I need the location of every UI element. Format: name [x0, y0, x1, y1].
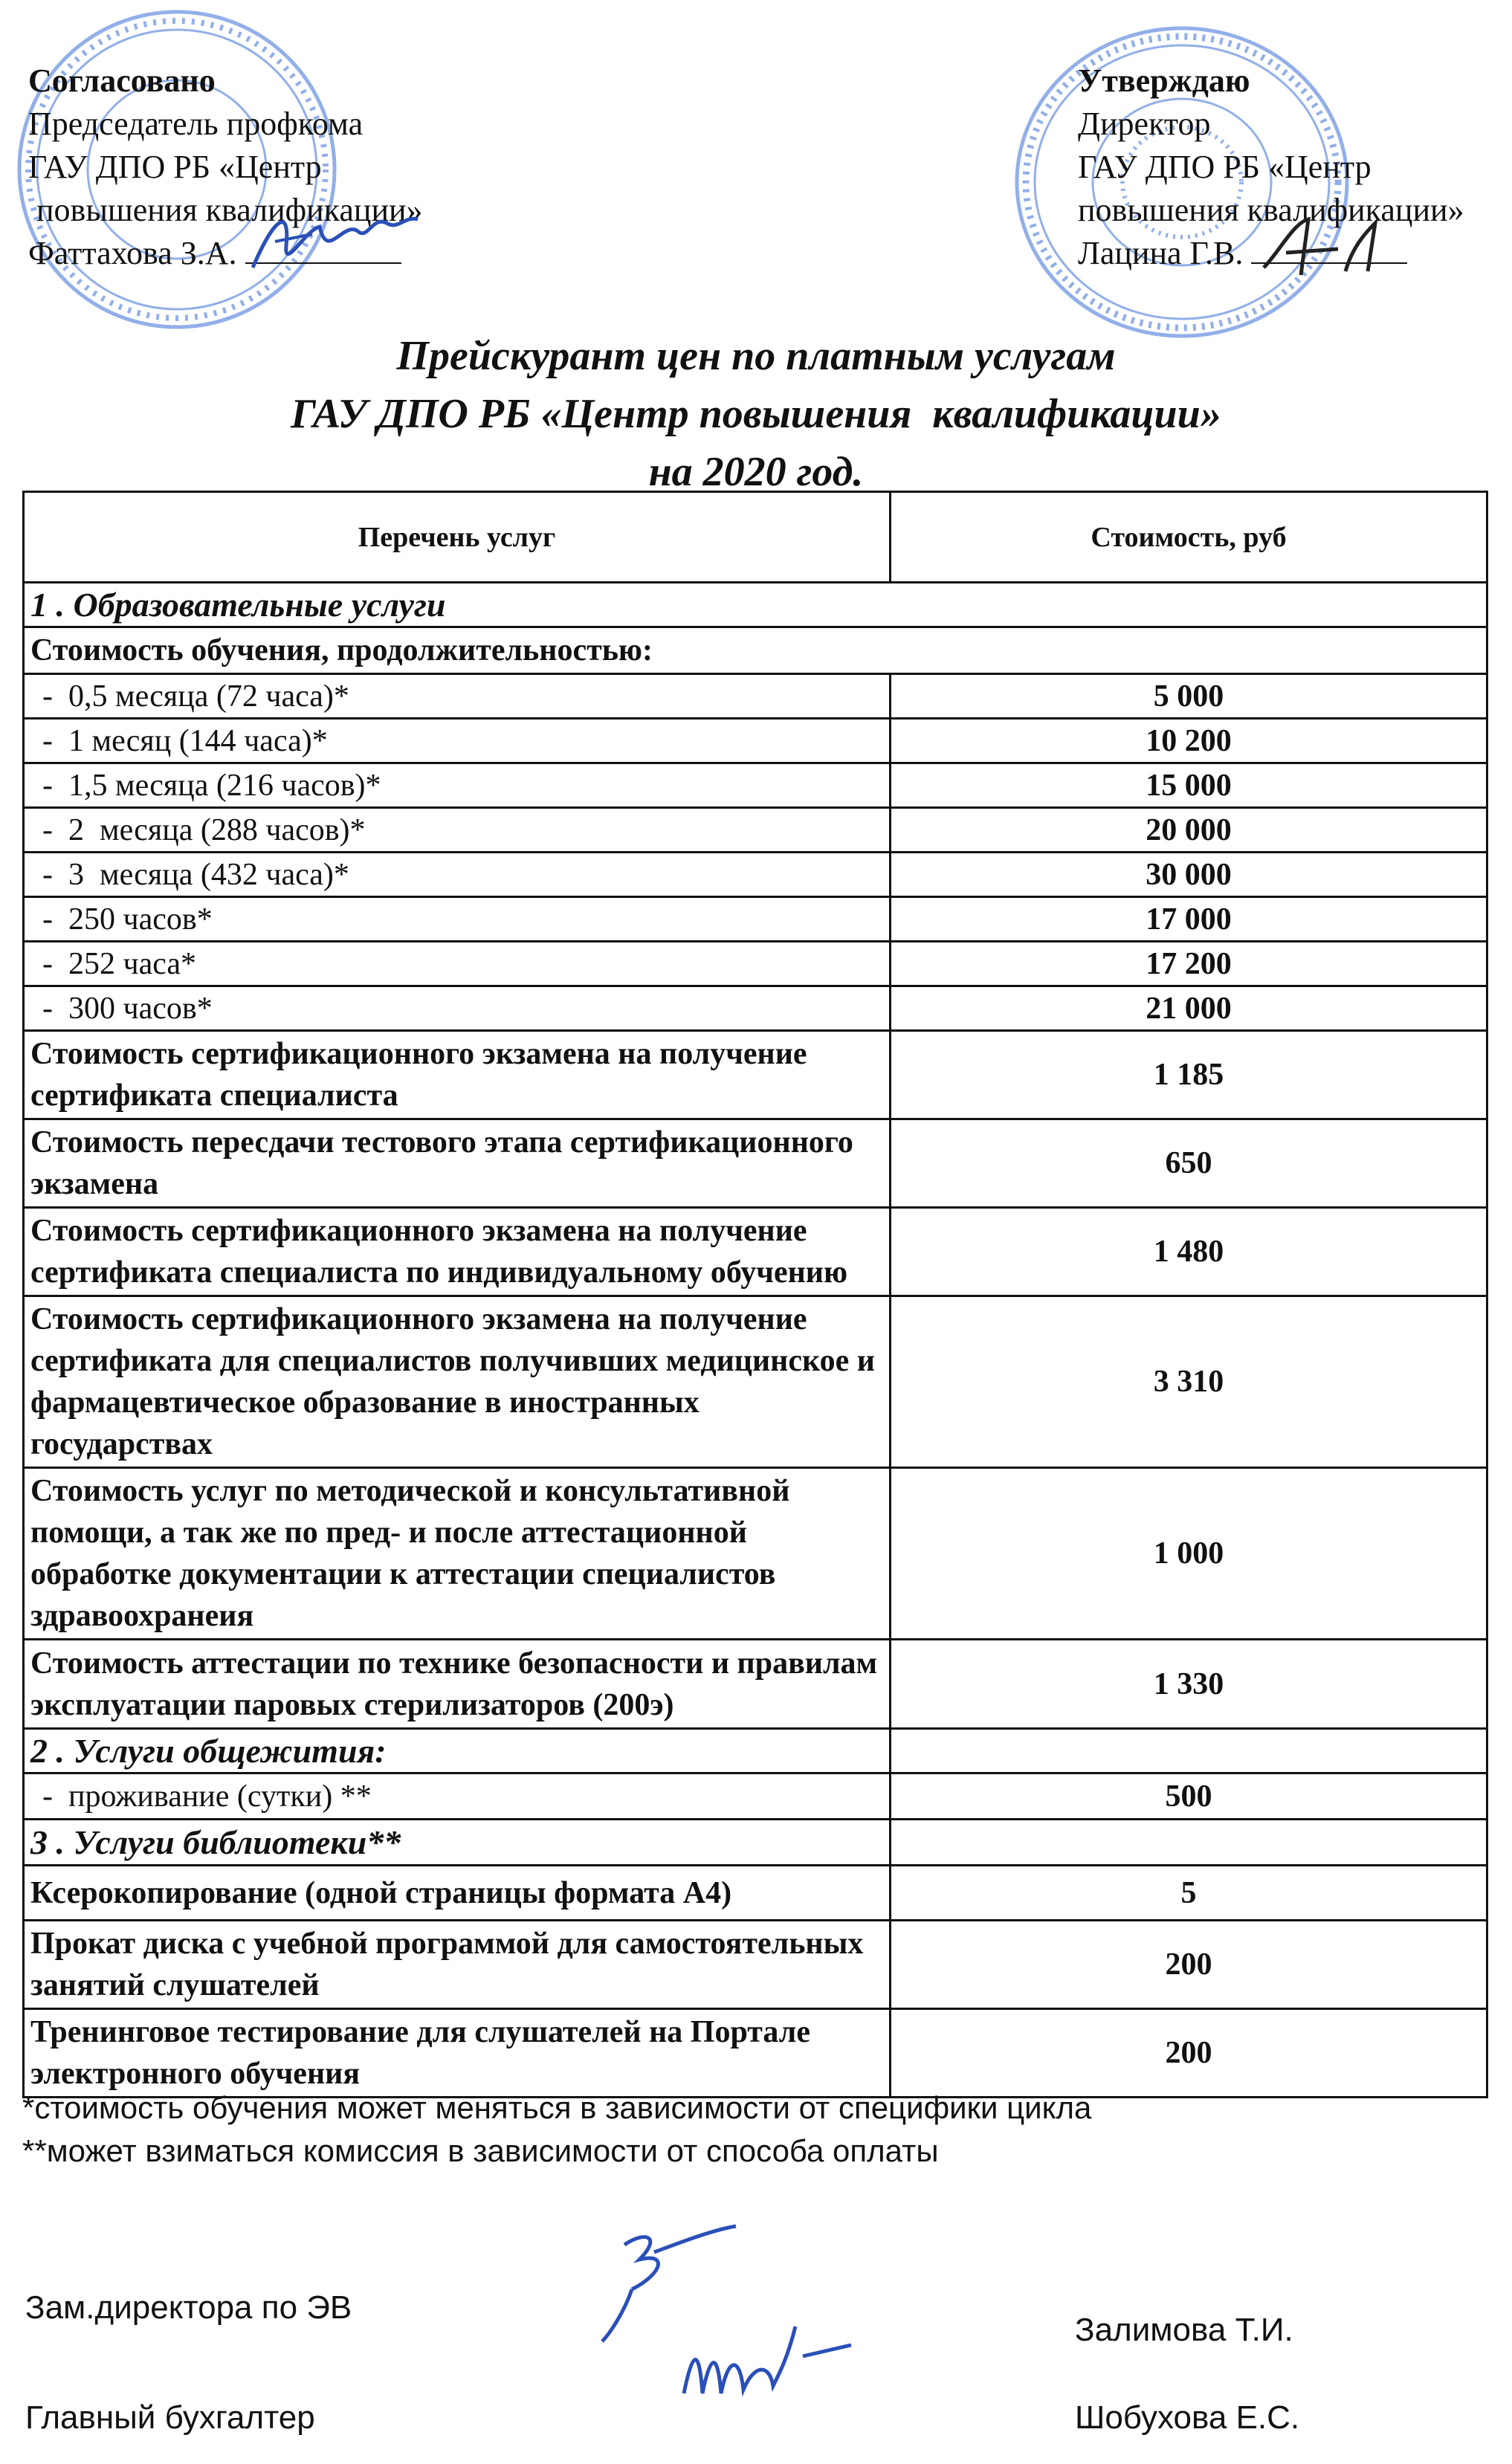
- duration-row-label: - 300 часов*: [24, 986, 891, 1031]
- service-row-label: Стоимость пересдачи тестового этапа сертификационного экзамена: [24, 1119, 891, 1208]
- table-row: [24, 1773, 1487, 1820]
- column-header-price: Стоимость, руб: [891, 492, 1487, 583]
- duration-row-price: 17 000: [891, 897, 1487, 942]
- approval-approved-org-cont: повышения квалификации»: [1078, 192, 1464, 228]
- service-row-label: Стоимость сертификационного экзамена на получение сертификата для специалистов получивших медицинское и фармацевтическое образование в иностранных государствах: [24, 1296, 891, 1468]
- approval-agreed-org-cont: повышения квалификации»: [28, 192, 423, 228]
- duration-row-label: - 3 месяца (432 часа)*: [24, 853, 891, 897]
- table-row: [24, 1866, 1487, 1921]
- section-library-title: 3 . Услуги библиотеки**: [24, 1820, 891, 1866]
- chief-accountant-role: Главный бухгалтер: [25, 2399, 315, 2436]
- column-header-service: Перечень услуг: [24, 492, 891, 583]
- duration-row-label: - 0,5 месяца (72 часа)*: [24, 674, 891, 719]
- footnote-2: **может взиматься комиссия в зависимости от способа оплаты: [22, 2133, 939, 2168]
- duration-row-label: - 2 месяца (288 часов)*: [24, 808, 891, 853]
- price-list-table: [22, 491, 1488, 2098]
- approval-agreed-org: ГАУ ДПО РБ «Центр: [28, 149, 322, 185]
- footnote-1: *стоимость обучения может меняться в зависимости от специфики цикла: [22, 2090, 1092, 2125]
- table-row: [24, 719, 1487, 763]
- dorm-row-price: 500: [891, 1773, 1487, 1820]
- service-row-price: 3 310: [891, 1296, 1487, 1468]
- table-row: [24, 1031, 1487, 1119]
- duration-row-label: - 252 часа*: [24, 942, 891, 986]
- section-library-price-cell: [891, 1820, 1487, 1866]
- table-row: [24, 897, 1487, 942]
- deputy-director-name: Залимова Т.И.: [1075, 2312, 1293, 2348]
- duration-row-price: 10 200: [891, 719, 1487, 763]
- table-row: [24, 1119, 1487, 1208]
- section-education-title: 1 . Образовательные услуги: [24, 583, 1487, 627]
- dorm-row-label: - проживание (сутки) **: [24, 1773, 891, 1820]
- duration-row-label: - 1,5 месяца (216 часов)*: [24, 763, 891, 808]
- library-row-label: Ксерокопирование (одной страницы формата А4): [24, 1866, 891, 1921]
- director-signature: [1256, 208, 1405, 286]
- table-row: [24, 986, 1487, 1031]
- table-row: [24, 1296, 1487, 1468]
- table-row: [24, 1921, 1487, 2009]
- table-row: [24, 2009, 1487, 2098]
- approval-agreed-position: Председатель профкома: [28, 106, 364, 142]
- duration-row-price: 5 000: [891, 674, 1487, 719]
- chief-accountant-signature: [669, 2312, 862, 2427]
- title-line-1: Прейскурант цен по платным услугам: [396, 333, 1116, 379]
- library-row-price: 200: [891, 1921, 1487, 2009]
- duration-row-price: 17 200: [891, 942, 1487, 986]
- section-row: [24, 1820, 1487, 1866]
- title-line-2: ГАУ ДПО РБ «Центр повышения квалификации»: [291, 391, 1221, 437]
- service-row-price: 1 185: [891, 1031, 1487, 1119]
- table-row: [24, 1208, 1487, 1296]
- library-row-price: 200: [891, 2009, 1487, 2098]
- table-row: [24, 1468, 1487, 1640]
- service-row-label: Стоимость аттестации по технике безопасности и правилам эксплуатации паровых стерилизаторов (200э): [24, 1640, 891, 1729]
- service-row-label: Стоимость сертификационного экзамена на получение сертификата специалиста: [24, 1031, 891, 1119]
- library-row-label: Тренинговое тестирование для слушателей на Портале электронного обучения: [24, 2009, 891, 2098]
- approval-approved-signer: Лацина Г.В.: [1078, 235, 1244, 271]
- duration-heading: Стоимость обучения, продолжительностью:: [24, 627, 1487, 674]
- duration-row-price: 30 000: [891, 853, 1487, 897]
- table-row: [24, 853, 1487, 897]
- service-row-price: 1 000: [891, 1468, 1487, 1640]
- section-dorm-title: 2 . Услуги общежития:: [24, 1729, 891, 1773]
- approval-approved-position: Директор: [1078, 106, 1211, 142]
- section-row: [24, 1729, 1487, 1773]
- subheading-row: [24, 627, 1487, 674]
- table-header-row: [24, 492, 1487, 583]
- section-dorm-price-cell: [891, 1729, 1487, 1773]
- table-row: [24, 763, 1487, 808]
- library-rows: [24, 1866, 1487, 2098]
- approval-approved-heading: Утверждаю: [1078, 62, 1250, 99]
- duration-row-price: 21 000: [891, 986, 1487, 1031]
- table-row: [24, 942, 1487, 986]
- duration-row-price: 20 000: [891, 808, 1487, 853]
- service-row-price: 1 480: [891, 1208, 1487, 1296]
- approval-approved-org: ГАУ ДПО РБ «Центр: [1078, 149, 1372, 185]
- approval-agreed-heading: Согласовано: [28, 62, 216, 99]
- table-row: [24, 674, 1487, 719]
- duration-row-label: - 1 месяц (144 часа)*: [24, 719, 891, 763]
- section-row: [24, 583, 1487, 627]
- service-row-price: 650: [891, 1119, 1487, 1208]
- library-row-price: 5: [891, 1866, 1487, 1921]
- chief-accountant-name: Шобухова Е.С.: [1075, 2399, 1300, 2436]
- service-rows: [24, 1031, 1487, 1729]
- duration-rows: [24, 674, 1487, 1031]
- duration-row-label: - 250 часов*: [24, 897, 891, 942]
- approval-agreed-signer: Фаттахова З.А.: [28, 235, 237, 271]
- profcom-signature: [245, 201, 424, 286]
- deputy-director-role: Зам.директора по ЭВ: [25, 2289, 352, 2326]
- library-row-label: Прокат диска с учебной программой для самостоятельных занятий слушателей: [24, 1921, 891, 2009]
- service-row-label: Стоимость услуг по методической и консультативной помощи, а так же по пред- и после аттестационной обработке документации к аттестации специалистов здравоохранеия: [24, 1468, 891, 1640]
- document-title: [0, 327, 1512, 501]
- service-row-label: Стоимость сертификационного экзамена на получение сертификата специалиста по индивидуальному обучению: [24, 1208, 891, 1296]
- table-row: [24, 1640, 1487, 1729]
- service-row-price: 1 330: [891, 1640, 1487, 1729]
- table-row: [24, 808, 1487, 853]
- title-line-3: на 2020 год.: [648, 449, 864, 495]
- duration-row-price: 15 000: [891, 763, 1487, 808]
